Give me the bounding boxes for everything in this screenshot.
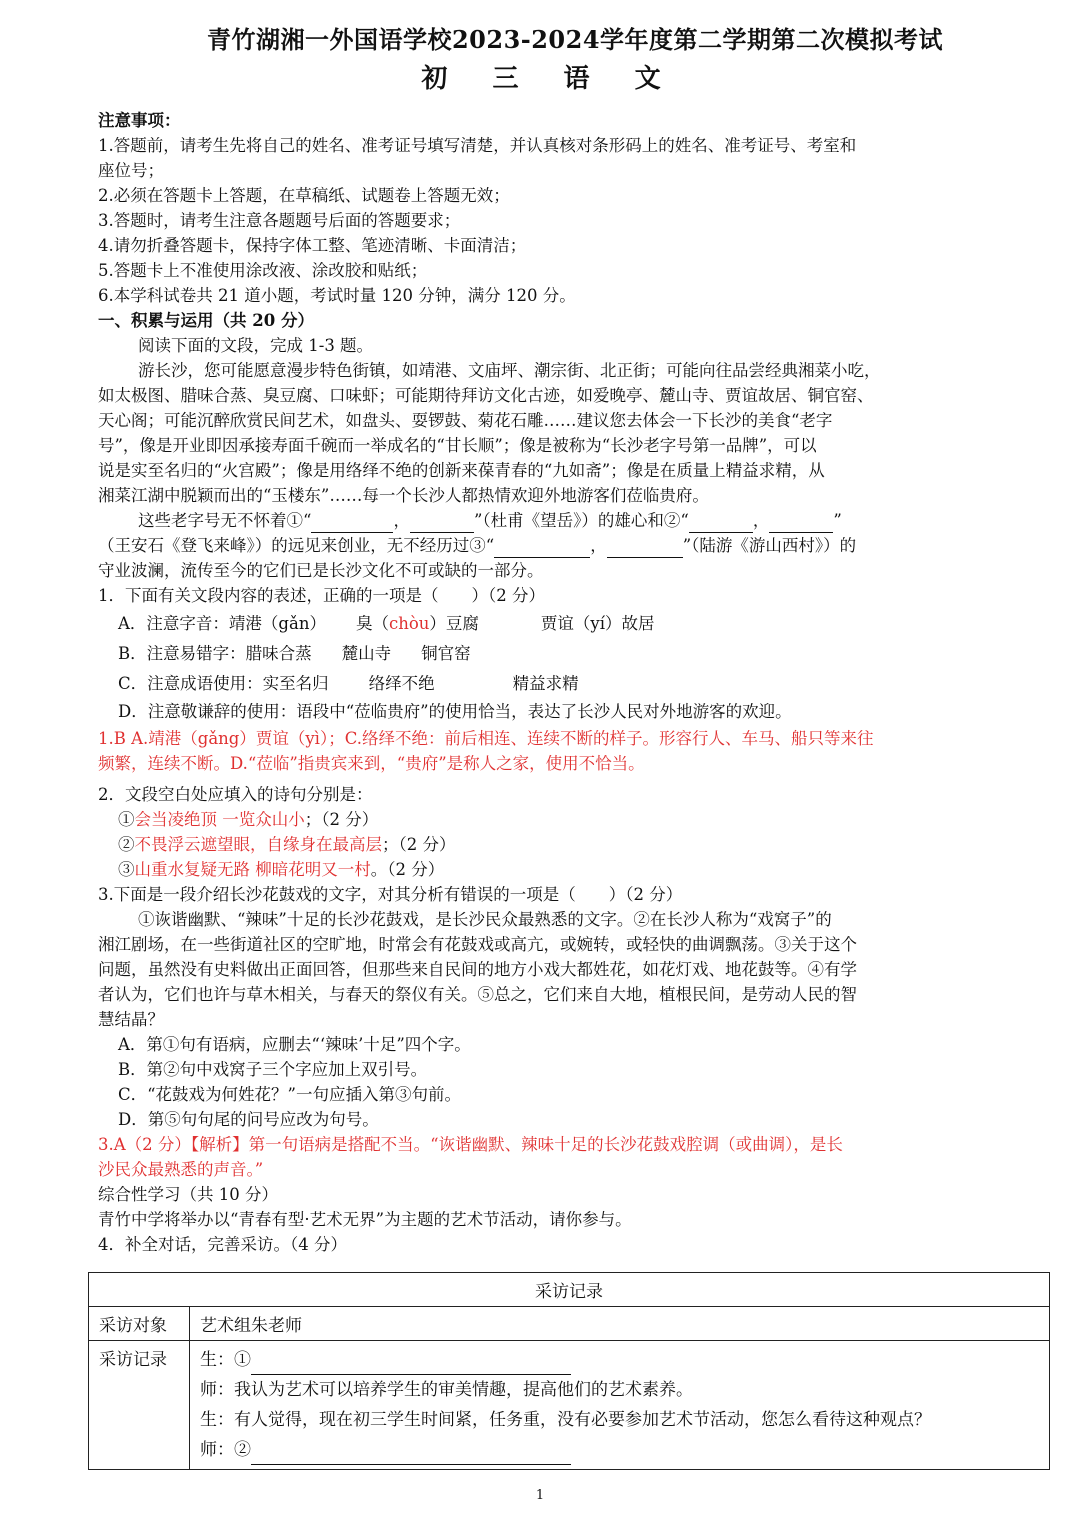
- question-1-option-a: A．注意字音：靖港（gǎn） 臭（chòu）豆腐 贾谊（yí）故居: [118, 614, 655, 633]
- question-3-option-c: C．“花鼓戏为何姓花？”一句应插入第③句前。: [118, 1085, 461, 1104]
- notice-item: 2.必须在答题卡上答题，在草稿纸、试题卷上答题无效；: [98, 186, 510, 205]
- notice-item: 3.答题时，请考生注意各题题号后面的答题要求；: [98, 211, 461, 230]
- question-1-answer: 频繁，连续不断。D.“莅临”指贵宾来到，“贵府”是称人之家，使用不恰当。: [98, 754, 645, 773]
- exam-content: [98, 108, 990, 1257]
- interview-dialogue: [190, 1341, 1050, 1470]
- page-number: 1: [535, 1488, 545, 1503]
- passage-text: （王安石《登飞来峰》）的远见来创业，无不经历过③“: [98, 536, 495, 555]
- passage-text: ”（杜甫《望岳》）的雄心和②“: [473, 511, 689, 530]
- dialogue-line: 生：①: [200, 1345, 1039, 1375]
- passage-line: 游长沙，您可能愿意漫步特色街镇，如靖港、文庙坪、潮宗街、北正街；可能向往品尝经典湘菜小吃，: [138, 361, 881, 380]
- question-3-answer: 3.A（2 分）【解析】第一句语病是搭配不当。“诙谐幽默、辣味十足的长沙花鼓戏腔调（或曲调），是长: [98, 1135, 843, 1154]
- passage-line: 如太极图、腊味合蒸、臭豆腐、口味虾；可能期待拜访文化古迹，如爱晚亭、麓山寺、贾谊故居、铜官窑、: [98, 386, 874, 405]
- question-3-passage: 湘江剧场，在一些街道社区的空旷地，时常会有花鼓戏或高亢，或婉转，或轻快的曲调飘荡。③关于这个: [98, 935, 857, 954]
- notice-item: 1.答题前，请考生先将自己的姓名、准考证号填写清楚，并认真核对条形码上的姓名、准考证号、考室和: [98, 136, 857, 155]
- exam-subject: 初 三 语 文: [421, 64, 679, 94]
- poem-blank-line: [98, 508, 990, 533]
- passage-text: ”（陆游《游山西村》）的: [682, 536, 857, 555]
- table-row: [89, 1307, 1050, 1341]
- question-1-stem: 1．下面有关文段内容的表述，正确的一项是（ ）（2 分）: [98, 586, 545, 605]
- poem-blank-3a[interactable]: [494, 539, 590, 558]
- passage-line: 说是实至名归的“火宫殿”；像是用络绎不绝的创新来葆青春的“九如斋”；像是在质量上精益求精，从: [98, 461, 825, 480]
- question-3-passage: 者认为，它们也许与草木相关，与春天的祭仪有关。⑤总之，它们来自大地，植根民间，是劳动人民的智: [98, 985, 857, 1004]
- passage-line: 湘菜江湖中脱颖而出的“玉楼东”……每一个长沙人都热情欢迎外地游客们莅临贵府。: [98, 486, 709, 505]
- passage-line: 号”，像是开业即因承接寿面千碗而一举成名的“甘长顺”；像是被称为“长沙老字号第一品牌”，可以: [98, 436, 817, 455]
- poem-blank-line: [98, 533, 990, 558]
- question-2-stem: 2．文段空白处应填入的诗句分别是：: [98, 785, 373, 804]
- question-2-answer-item: ③山重水复疑无路 柳暗花明又一村。（2 分）: [118, 860, 445, 879]
- question-3-option-d: D．第⑤句句尾的问号应改为句号。: [118, 1110, 379, 1129]
- dialogue-line: 师：②: [200, 1435, 1039, 1465]
- reading-instruction: 阅读下面的文段，完成 1-3 题。: [138, 336, 374, 355]
- notice-item: 4.请勿折叠答题卡，保持字体工整、笔迹清晰、卡面清洁；: [98, 236, 527, 255]
- question-2-answer-item: ①会当凌绝顶 一览众山小；（2 分）: [118, 810, 379, 829]
- question-3-answer: 沙民众最熟悉的声音。”: [98, 1160, 264, 1179]
- question-1-option-b: B．注意易错字：腊味合蒸 麓山寺 铜官窑: [118, 644, 471, 663]
- question-3-option-b: B．第②句中戏窝子三个字应加上双引号。: [118, 1060, 428, 1079]
- notice-item: 5.答题卡上不准使用涂改液、涂改胶和贴纸；: [98, 261, 428, 280]
- comprehensive-intro: 青竹中学将举办以“青春有型·艺术无界”为主题的艺术节活动，请你参与。: [98, 1210, 632, 1229]
- passage-text: ，: [590, 536, 607, 555]
- question-3-stem: 3.下面是一段介绍长沙花鼓戏的文字，对其分析有错误的一项是（ ）（2 分）: [98, 885, 683, 904]
- poem-blank-3b[interactable]: [607, 539, 683, 558]
- question-3-passage: ①诙谐幽默、“辣味”十足的长沙花鼓戏，是长沙民众最熟悉的文字。②在长沙人称为“戏窝子”的: [138, 910, 832, 929]
- question-1-option-d: D．注意敬谦辞的使用：语段中“莅临贵府”的使用恰当，表达了长沙人民对外地游客的欢迎。: [118, 702, 792, 721]
- passage-line: 天心阁；可能沉醉欣赏民间艺术，如盘头、耍锣鼓、菊花石雕……建议您去体会一下长沙的美食“老字: [98, 411, 833, 430]
- poem-blank-1b[interactable]: [410, 514, 474, 533]
- poem-blank-2b[interactable]: [769, 514, 833, 533]
- table-cell: 艺术组朱老师: [190, 1307, 1050, 1341]
- table-row: [89, 1341, 1050, 1470]
- table-label: 采访记录: [89, 1341, 190, 1470]
- question-3-passage: 慧结晶？: [98, 1010, 164, 1029]
- table-label: 采访对象: [89, 1307, 190, 1341]
- question-3-option-a: A．第①句有语病，应删去“‘辣味’十足”四个字。: [118, 1035, 471, 1054]
- question-1-answer: 1.B A.靖港（gǎng）贾谊（yì）；C.络绎不绝：前后相连、连续不断的样子。形容行人、车马、船只等来往: [98, 729, 874, 748]
- notice-item: 座位号；: [98, 161, 164, 180]
- dialogue-line: 生：有人觉得，现在初三学生时间紧，任务重，没有必要参加艺术节活动，您怎么看待这种观点？: [200, 1410, 931, 1430]
- notice-heading: 注意事项：: [98, 111, 181, 130]
- comprehensive-heading: 综合性学习（共 10 分）: [98, 1185, 278, 1204]
- passage-text: ”: [833, 511, 842, 530]
- question-4-stem: 4．补全对话，完善采访。（4 分）: [98, 1235, 347, 1254]
- passage-text: 这些老字号无不怀着①“: [138, 511, 312, 530]
- poem-blank-1a[interactable]: [311, 514, 393, 533]
- question-3-passage: 问题，虽然没有史料做出正面回答，但那些来自民间的地方小戏大都姓花，如花灯戏、地花鼓等。④有学: [98, 960, 857, 979]
- exam-title: 青竹湖湘一外国语学校2023-2024学年度第二学期第二次模拟考试: [206, 25, 944, 54]
- interview-record-table: [88, 1272, 1050, 1470]
- table-title: 采访记录: [89, 1273, 1050, 1307]
- question-1-option-c: C．注意成语使用：实至名归 络绎不绝 精益求精: [118, 674, 579, 693]
- answer-blank-1[interactable]: [251, 1356, 571, 1375]
- passage-line: 守业波澜，流传至今的它们已是长沙文化不可或缺的一部分。: [98, 561, 544, 580]
- passage-text: ，: [752, 511, 770, 530]
- poem-blank-2a[interactable]: [689, 514, 753, 533]
- passage-text: ，: [393, 511, 410, 530]
- dialogue-line: 师：我认为艺术可以培养学生的审美情趣，提高他们的艺术素养。: [200, 1380, 693, 1400]
- notice-item: 6.本学科试卷共 21 道小题，考试时量 120 分钟，满分 120 分。: [98, 286, 576, 305]
- answer-blank-2[interactable]: [251, 1446, 571, 1465]
- section-heading: 一、积累与运用（共 20 分）: [98, 311, 314, 330]
- question-2-answer-item: ②不畏浮云遮望眼，自缘身在最高层；（2 分）: [118, 835, 456, 854]
